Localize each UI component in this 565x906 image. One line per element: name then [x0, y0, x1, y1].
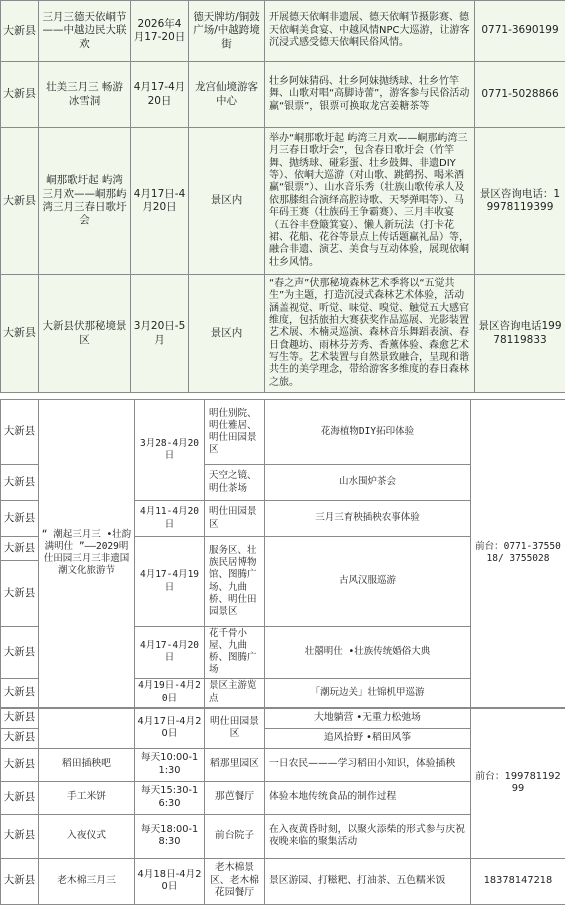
county-cell: 大新县 [1, 537, 39, 561]
date-cell: 4月18日-4月20日 [135, 858, 205, 904]
event-name-cell: 壮美三月三 畅游冰雪洞 [39, 62, 131, 128]
contact-cell: 0771-3690199 [475, 1, 565, 62]
county-cell: 大新县 [1, 62, 39, 128]
location-cell: 龙宫仙境游客中心 [189, 62, 265, 128]
location-cell: 老木棉景区、老木棉花园餐厅 [205, 858, 265, 904]
description-cell: 「潮玩边关」壮锦机甲巡游 [265, 678, 471, 707]
contact-cell: 景区咨询电话19978119833 [475, 275, 565, 393]
description-cell: 大地躺营 •无重力松弛场 [265, 708, 471, 728]
location-cell: 前台院子 [205, 814, 265, 858]
county-cell: 大新县 [1, 128, 39, 275]
event-name-cell: 稻田插秧吧 [39, 748, 135, 781]
event-name-cell: 峒那歌圩起 屿湾三月欢——峒那屿湾三月三春日歌圩会 [39, 128, 131, 275]
events-table-top [0, 0, 565, 393]
table-row [1, 400, 565, 465]
date-cell: 4月17-4月20日 [135, 627, 205, 679]
table-row [1, 128, 565, 275]
location-cell: 稻那里园区 [205, 748, 265, 781]
event-name-cell: 三月三德天依峒节——中越边民大联欢 [39, 1, 131, 62]
description-cell: 古风汉服巡游 [265, 537, 471, 627]
table-row [1, 708, 565, 728]
county-cell: 大新县 [1, 678, 39, 707]
description-cell: 花海植物DIY拓印体验 [265, 400, 471, 465]
description-cell: 壮囍明仕 •壮族传统婚俗大典 [265, 627, 471, 679]
description-cell: 追风拾野 •稻田风筝 [265, 728, 471, 748]
date-cell: 4月17日-4月20日 [135, 708, 205, 748]
location-cell: 明仕田园景区 [205, 501, 265, 537]
event-name-cell: “ 潮起三月三 •壮韵满明仕 ”——2029明仕田园三月三非遗国潮文化旅游节 [39, 400, 135, 708]
county-cell: 大新县 [1, 1, 39, 62]
event-name-cell: 老木棉三月三 [39, 858, 135, 904]
table-row [1, 858, 565, 904]
table-row [1, 275, 565, 393]
location-cell: 那芭餐厅 [205, 781, 265, 814]
location-cell: 德天牌坊/铜鼓广场/中越跨境街 [189, 1, 265, 62]
date-cell: 4月17-4月19日 [135, 537, 205, 627]
date-cell: 4月17日-4月20日 [131, 128, 189, 275]
contact-cell: 景区咨询电话：19978119399 [475, 128, 565, 275]
contact-cell: 前台：0771-3755018/ 3755028 [471, 400, 565, 708]
event-name-cell: 入夜仪式 [39, 814, 135, 858]
description-cell: 壮乡阿妹猜码、壮乡阿妹抛绣球、壮乡竹竿舞、山歌对唱“高脚诗蕾”，游客参与民俗活动赢“银票”，银票可换取龙宫姜糖茶等 [265, 62, 475, 128]
description-cell: “春之声”伏那秘境森林艺术季将以“五觉共生”为主题，打造沉浸式森林艺术体验，活动涵盖视觉、听觉、味觉、嗅觉、触觉五大感官维度，包括旅拍大赛获奖作品巡展、光影装置艺术展、木楠灵巡演、森林音乐舞蹈表演、春日食趣坊、雨林芬芳秀、香薰体验、森愈艺术写生等。艺术装置与自然景致融合，呈现和谐共生的美学理念，带给游客多维度的春日森林之旅。 [265, 275, 475, 393]
county-cell: 大新县 [1, 627, 39, 679]
location-cell: 明仕田园景区 [205, 708, 265, 748]
description-cell: 在入夜黄昏时刻，以聚火添柴的形式参与庆祝夜晚来临的聚集活动 [265, 814, 471, 858]
description-cell: 景区游园、打糍粑、打油茶、五色糯米饭 [265, 858, 471, 904]
date-cell: 4月17-4月20日 [131, 62, 189, 128]
contact-cell: 前台：19978119299 [471, 708, 565, 858]
description-cell: 举办“峒那歌圩起 屿湾三月欢——峒那屿湾三月三春日歌圩会”，包含春日歌圩会（竹竿舞、抛绣球、碰彩蛋、壮乡鼓舞、非遗DIY等）、依峒大巡游（对山歌、跳鹤拐、喝米酒赢“银票”）、山水音乐秀（壮族山歌传承人及依那膝组合演绎高腔诗歌、天琴弹唱等）、马年码王赛（壮族码王争霸赛）、三月丰收宴（五谷丰登簸箕宴）、懒人新玩法（打卡花裙、花船、花谷等景点上传话题赢礼品）等，融合非遗、演艺、美食与互动体验，展现依峒壮乡风情。 [265, 128, 475, 275]
date-cell: 每天15:30-16:30 [135, 781, 205, 814]
date-cell: 每天10:00-11:30 [135, 748, 205, 781]
county-cell: 大新县 [1, 814, 39, 858]
county-cell: 大新县 [1, 708, 39, 728]
county-cell: 大新县 [1, 275, 39, 393]
county-cell: 大新县 [1, 400, 39, 465]
county-cell: 大新县 [1, 465, 39, 501]
date-cell: 3月28-4月20日 [135, 400, 205, 501]
location-cell: 景区内 [189, 128, 265, 275]
location-cell: 景区主游览点 [205, 678, 265, 707]
county-cell: 大新县 [1, 781, 39, 814]
description-cell: 山水围炉茶会 [265, 465, 471, 501]
location-cell: 服务区、壮族民居博物馆、图腾广场、九曲桥、明仕田园景区 [205, 537, 265, 627]
date-cell: 3月20日-5月 [131, 275, 189, 393]
table-row [1, 62, 565, 128]
location-cell: 天空之镜、明仕茶场 [205, 465, 265, 501]
county-cell: 大新县 [1, 858, 39, 904]
date-cell: 4月19日-4月20日 [135, 678, 205, 707]
table-row [1, 1, 565, 62]
description-cell: 体验本地传统食品的制作过程 [265, 781, 471, 814]
description-cell: 三月三育秧插秧农事体验 [265, 501, 471, 537]
county-cell: 大新县 [1, 728, 39, 748]
county-cell: 大新县 [1, 501, 39, 537]
date-cell: 2026年4月17-20日 [131, 1, 189, 62]
date-cell: 每天18:00-18:30 [135, 814, 205, 858]
contact-cell: 18378147218 [471, 858, 565, 904]
description-cell: 一日农民———学习稻田小知识，体验插秧 [265, 748, 471, 781]
contact-cell: 0771-5028866 [475, 62, 565, 128]
date-cell: 4月11-4月20日 [135, 501, 205, 537]
location-cell: 明仕别院、明仕雅居、明仕田园景区 [205, 400, 265, 465]
description-cell: 开展德天依峒非遗展、德天依峒节摄影赛、德天依峒美食宴、中越风情NPC大巡游，让游客沉浸式感受德天依峒民俗风情。 [265, 1, 475, 62]
location-cell: 景区内 [189, 275, 265, 393]
event-name-cell: 手工米饼 [39, 781, 135, 814]
county-cell: 大新县 [1, 748, 39, 781]
location-cell: 花千骨小屋、九曲桥、图腾广场 [205, 627, 265, 679]
event-name-cell: 大新县伏那秘境景区 [39, 275, 131, 393]
county-cell: 大新县 [1, 561, 39, 627]
event-name-cell [39, 708, 135, 748]
events-table-bottom [0, 708, 565, 905]
events-table-mingshi [0, 399, 565, 708]
